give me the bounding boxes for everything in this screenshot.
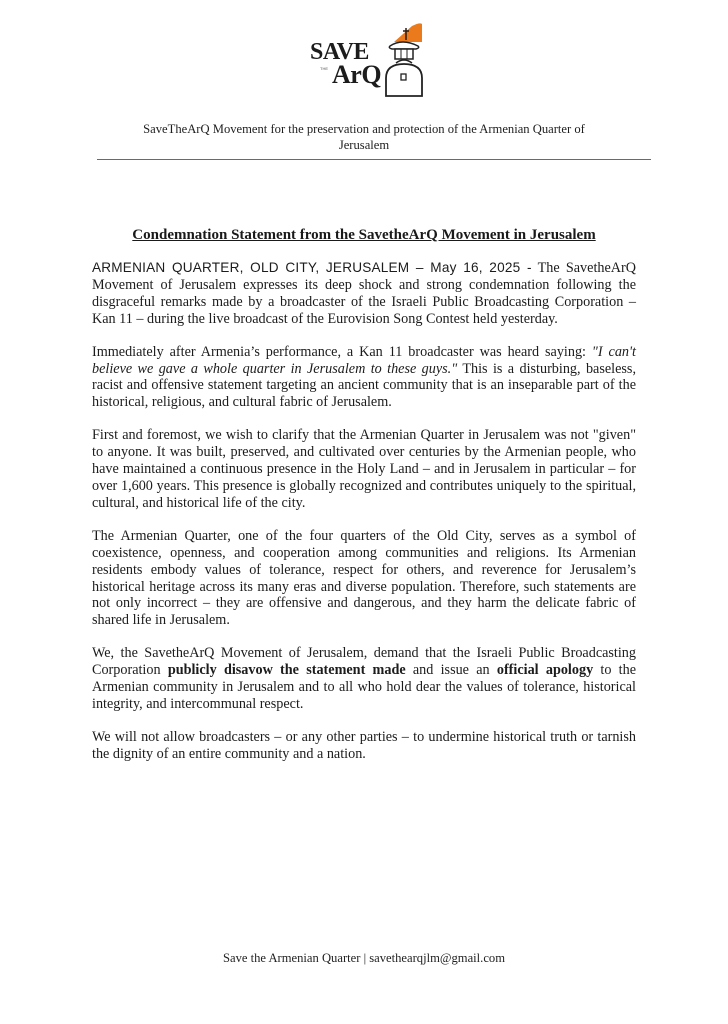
- organization-header: [100, 122, 628, 153]
- paragraph-1: [92, 260, 636, 328]
- org-line-1: SaveTheArQ Movement for the preservation and protection of the Armenian Quarter of: [143, 122, 585, 136]
- paragraph-6: We will not allow broadcasters – or any other parties – to undermine historical truth or tarnish the dignity of an entire community and a nation.: [92, 728, 636, 762]
- demand-disavow: publicly disavow the statement made: [167, 662, 406, 679]
- paragraph-4: The Armenian Quarter, one of the four quarters of the Old City, serves as a symbol of coexistence, openness, and cooperation among communities and religions. Its Armenian residents embody values of tolerance, respect for others, and reverence for Jerusalem’s historical heritage across its many eras and diverse population. Therefore, such statements are not only incorrect – they are offensive and dangerous, and they harm the delicate fabric of shared life in Jerusalem.: [92, 527, 636, 629]
- paragraph-5-part-2: and issue an: [405, 662, 497, 679]
- church-dome-icon: [382, 16, 426, 98]
- page-footer: [0, 951, 728, 966]
- savethearq-logo: [306, 16, 426, 100]
- paragraph-2-intro: Immediately after Armenia’s performance, a Kan 11 broadcaster was heard saying:: [92, 343, 592, 360]
- document-body: [92, 260, 636, 779]
- header-divider: [97, 159, 651, 160]
- footer-email: savethearqjlm@gmail.com: [369, 951, 505, 965]
- paragraph-5: [92, 645, 636, 713]
- broadcaster-quote: "I can't believe we gave a whole quarter in Jerusalem to these guys.": [92, 343, 636, 377]
- dateline: ARMENIAN QUARTER, OLD CITY, JERUSALEM – May 16, 2025 -: [92, 260, 532, 275]
- logo-the-text: THE: [320, 66, 328, 71]
- org-line-2: Jerusalem: [338, 137, 390, 152]
- paragraph-2: [92, 344, 636, 412]
- paragraph-3: First and foremost, we wish to clarify that the Armenian Quarter in Jerusalem was not "given" to anyone. It was built, preserved, and cultivated over centuries by the Armenian people, who have maintained a continuous presence in the Holy Land – and in Jerusalem in particular – for over 1,600 years. This presence is globally recognized and contributes uniquely to the spiritual, cultural, and historical life of the city.: [92, 427, 636, 511]
- logo-arq-text: ArQ: [332, 60, 382, 89]
- document-title: Condemnation Statement from the SavetheArQ Movement in Jerusalem: [132, 227, 596, 243]
- demand-apology: official apology: [496, 662, 594, 679]
- paragraph-5-part-3: to the Armenian community in Jerusalem and to all who hold dear the values of tolerance, historical integrity, and intercommunal respect.: [92, 662, 637, 712]
- paragraph-1-text: The SavetheArQ Movement of Jerusalem expresses its deep shock and strong condemnation following the disgraceful remarks made by a broadcaster of the Israeli Public Broadcasting Corporation – Kan 11 – during the live broadcast of the Eurovision Song Contest held yesterday.: [92, 260, 636, 327]
- footer-separator: |: [360, 951, 370, 965]
- paragraph-2-rest: This is a disturbing, baseless, racist and offensive statement targeting an ancient community that is an inseparable part of the historical, religious, and cultural fabric of Jerusalem.: [92, 360, 637, 411]
- paragraph-5-part-1: We, the SavetheArQ Movement of Jerusalem, demand that the Israeli Public Broadcasting Corporation: [92, 645, 636, 679]
- logo-save-text: SAVE: [310, 39, 369, 65]
- footer-org-name: Save the Armenian Quarter: [222, 951, 361, 965]
